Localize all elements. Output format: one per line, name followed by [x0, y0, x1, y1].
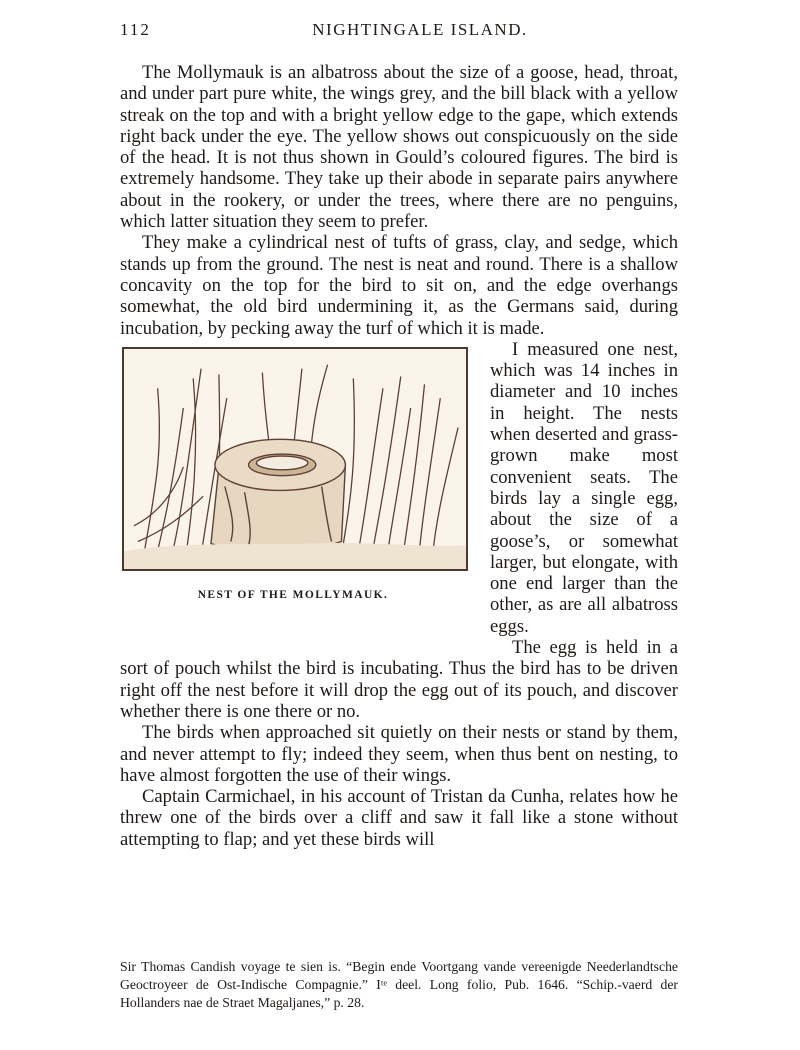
paragraph-mollymauk-description: The Mollymauk is an albatross about the size of a goose, head, throat, and under part pure white, the wings grey, and the bill black with a yellow streak on the top and with a bright yellow edge to the gape, which extends right back under the eye. The yellow shows out conspicuously on the side of the head. It is not thus shown in Gould’s coloured figures. The bird is extremely handsome. They take up their abode in separate pairs anywhere about in the rookery, or under the trees, where there are no penguins, which latter situation they seem to prefer.: [120, 62, 678, 233]
paragraph-nest-construction: They make a cylindrical nest of tufts of grass, clay, and sedge, which stands up from the ground. The nest is neat and round. There is a shallow concavity on the top for the bird to sit on, and the edge overhangs somewhat, the old bird undermining it, as the Germans said, during incubation, by pecking away the turf of which it is made.: [120, 232, 678, 339]
page-number: 112: [120, 20, 151, 39]
paragraph-bird-behavior: The birds when approached sit quietly on their nests or stand by them, and never attempt to fly; indeed they seem, when thus bent on nesting, to have almost forgotten the use of their wings.: [120, 722, 678, 786]
footnote: [120, 958, 678, 1012]
running-title: NIGHTINGALE ISLAND.: [312, 20, 528, 39]
paragraph-captain-carmichael: Captain Carmichael, in his account of Tristan da Cunha, relates how he threw one of the birds over a cliff and saw it fall like a stone without attempting to flap; and yet these birds will: [120, 786, 678, 850]
paragraph-nest-measurements: I measured one nest, which was 14 inches in diameter and 10 inches in height. The nests when deserted and grass-grown make most convenient seats. The birds lay a single egg, about the size of a goose’s, or somewhat larger, but elongate, with one end larger than the other, as are all albatross eggs.: [490, 338, 678, 637]
figure-caption: NEST OF THE MOLLYMAUK.: [197, 588, 389, 601]
nest-illustration: [122, 347, 468, 571]
nest-figure: [120, 343, 480, 639]
page-header: [120, 18, 680, 46]
nest: [211, 439, 345, 552]
footnote-text: Sir Thomas Candish voyage te sien is. “Begin ende Voortgang vande vereenigde Neederlandtsche Geoctroyeer de Ost-Indische Compagnie.” Iᵗᵉ deel. Long folio, Pub. 1646. “Schip.-vaerd der Hollanders nae de Straet Magaljanes,” p. 28.: [120, 959, 678, 1010]
paragraph-egg-pouch: The egg is held in a sort of pouch whilst the bird is incubating. Thus the bird has to be driven right off the nest before it will drop the egg out of its pouch, and discover whether there is one there or no.: [120, 637, 678, 722]
body-text: [120, 62, 678, 850]
